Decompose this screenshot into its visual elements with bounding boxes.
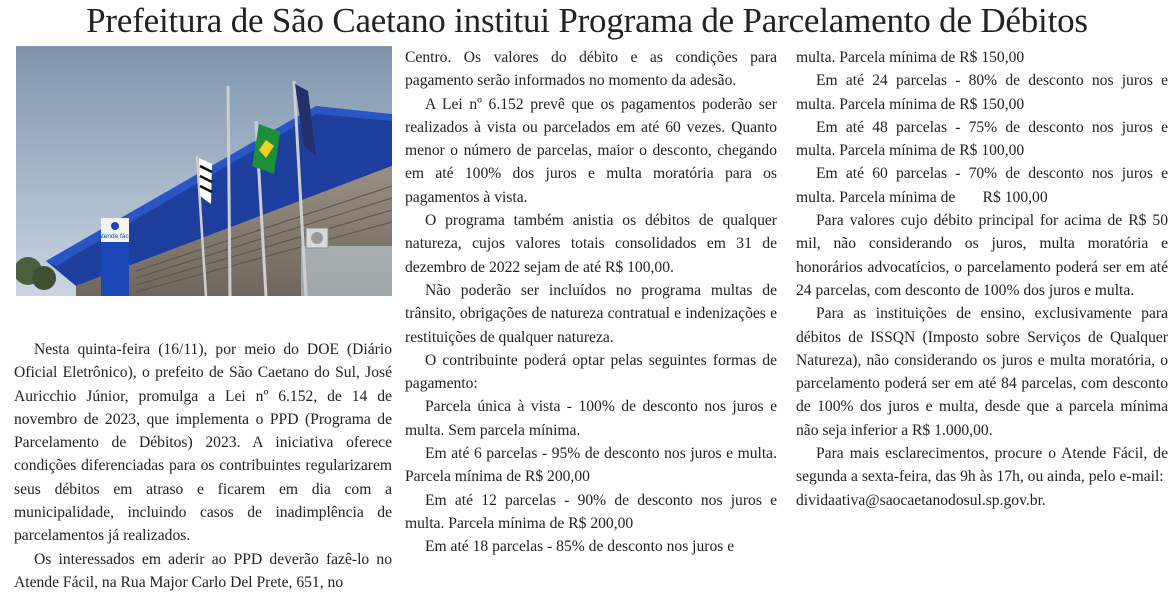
- paragraph-continued: Centro. Os valores do débito e as condições para pagamento serão informados no momento da adesão.: [405, 49, 777, 90]
- paragraph: Nesta quinta-feira (16/11), por meio do DOE (Diário Oficial Eletrônico), o prefeito de São Caetano do Sul, José Auricchio Júnior, promulga a Lei nº 6.152, de 14 de novembro de 2023, que implementa o PPD (Programa de Parcelamento de Débitos) 2023. A iniciativa oferece condições diferenciadas para os contribuintes regularizarem seus débitos em atraso e ficarem em dia com a municipalidade, incluindo casos de inadimplência de parcelamentos já realizados.: [14, 341, 392, 545]
- paragraph: O contribuinte poderá optar pelas seguintes formas de pagamento:: [405, 351, 777, 393]
- paragraph: O programa também anistia os débitos de qualquer natureza, cujos valores totais consolidados em 31 de dezembro de 2022 sejam de até R$ 100,00.: [405, 212, 777, 276]
- article-photo: [16, 46, 392, 296]
- payment-option: Parcela única à vista - 100% de desconto nos juros e multa. Sem parcela mínima.: [405, 398, 777, 439]
- article-headline: Prefeitura de São Caetano institui Programa de Parcelamento de Débitos: [86, 1, 1088, 40]
- building-photo-illustration: [16, 46, 392, 296]
- contact-email: dividaativa@saocaetanodosul.sp.gov.br.: [796, 491, 1046, 509]
- paragraph: Para as instituições de ensino, exclusivamente para débitos de ISSQN (Imposto sobre Serviços de Qualquer Natureza), não considerando os juros e multa moratória, o parcelamento poderá ser em até 84 parcelas, com desconto de 100% dos juros e multa, desde que a parcela mínima não seja inferior a R$ 1.000,00.: [796, 305, 1168, 439]
- paragraph: Os interessados em aderir ao PPD deverão fazê-lo no Atende Fácil, na Rua Major Carlo Del Prete, 651, no: [14, 550, 392, 591]
- article-column-2: [405, 46, 777, 559]
- payment-option: Em até 12 parcelas - 90% de desconto nos juros e multa. Parcela mínima de R$ 200,00: [405, 491, 777, 532]
- article-column-3: [796, 46, 1172, 512]
- payment-option: Em até 6 parcelas - 95% de desconto nos juros e multa. Parcela mínima de R$ 200,00: [405, 445, 777, 486]
- payment-option: Em até 48 parcelas - 75% de desconto nos juros e multa. Parcela mínima de R$ 100,00: [796, 118, 1168, 160]
- paragraph-continued: multa. Parcela mínima de R$ 150,00: [796, 49, 1025, 66]
- paragraph: Para mais esclarecimentos, procure o Atende Fácil, de segunda a sexta-feira, das 9h às 17h, ou ainda, pelo e-mail:: [796, 445, 1168, 486]
- payment-option: Em até 60 parcelas - 70% de desconto nos juros e multa. Parcela mínima de R$ 100,00: [796, 165, 1172, 206]
- paragraph: A Lei nº 6.152 prevê que os pagamentos poderão ser realizados à vista ou parcelados em até 60 vezes. Quanto menor o número de parcelas, maior o desconto, chegando em até 100% dos juros e multa moratória para os pagamentos à vista.: [405, 95, 777, 206]
- payment-option: Em até 24 parcelas - 80% de desconto nos juros e multa. Parcela mínima de R$ 150,00: [796, 72, 1168, 113]
- paragraph: Para valores cujo débito principal for acima de R$ 50 mil, não considerando os juros, multa moratória e honorários advocatícios, o parcelamento poderá ser em até 24 parcelas, com desconto de 100% dos juros e multa.: [796, 212, 1168, 299]
- article-column-1: [14, 338, 392, 594]
- sign-text: atende fácil: [98, 233, 132, 240]
- payment-option: Em até 18 parcelas - 85% de desconto nos juros e: [425, 538, 735, 556]
- paragraph: Não poderão ser incluídos no programa multas de trânsito, obrigações de natureza contratual e indenizações e restituições de qualquer natureza.: [405, 281, 777, 346]
